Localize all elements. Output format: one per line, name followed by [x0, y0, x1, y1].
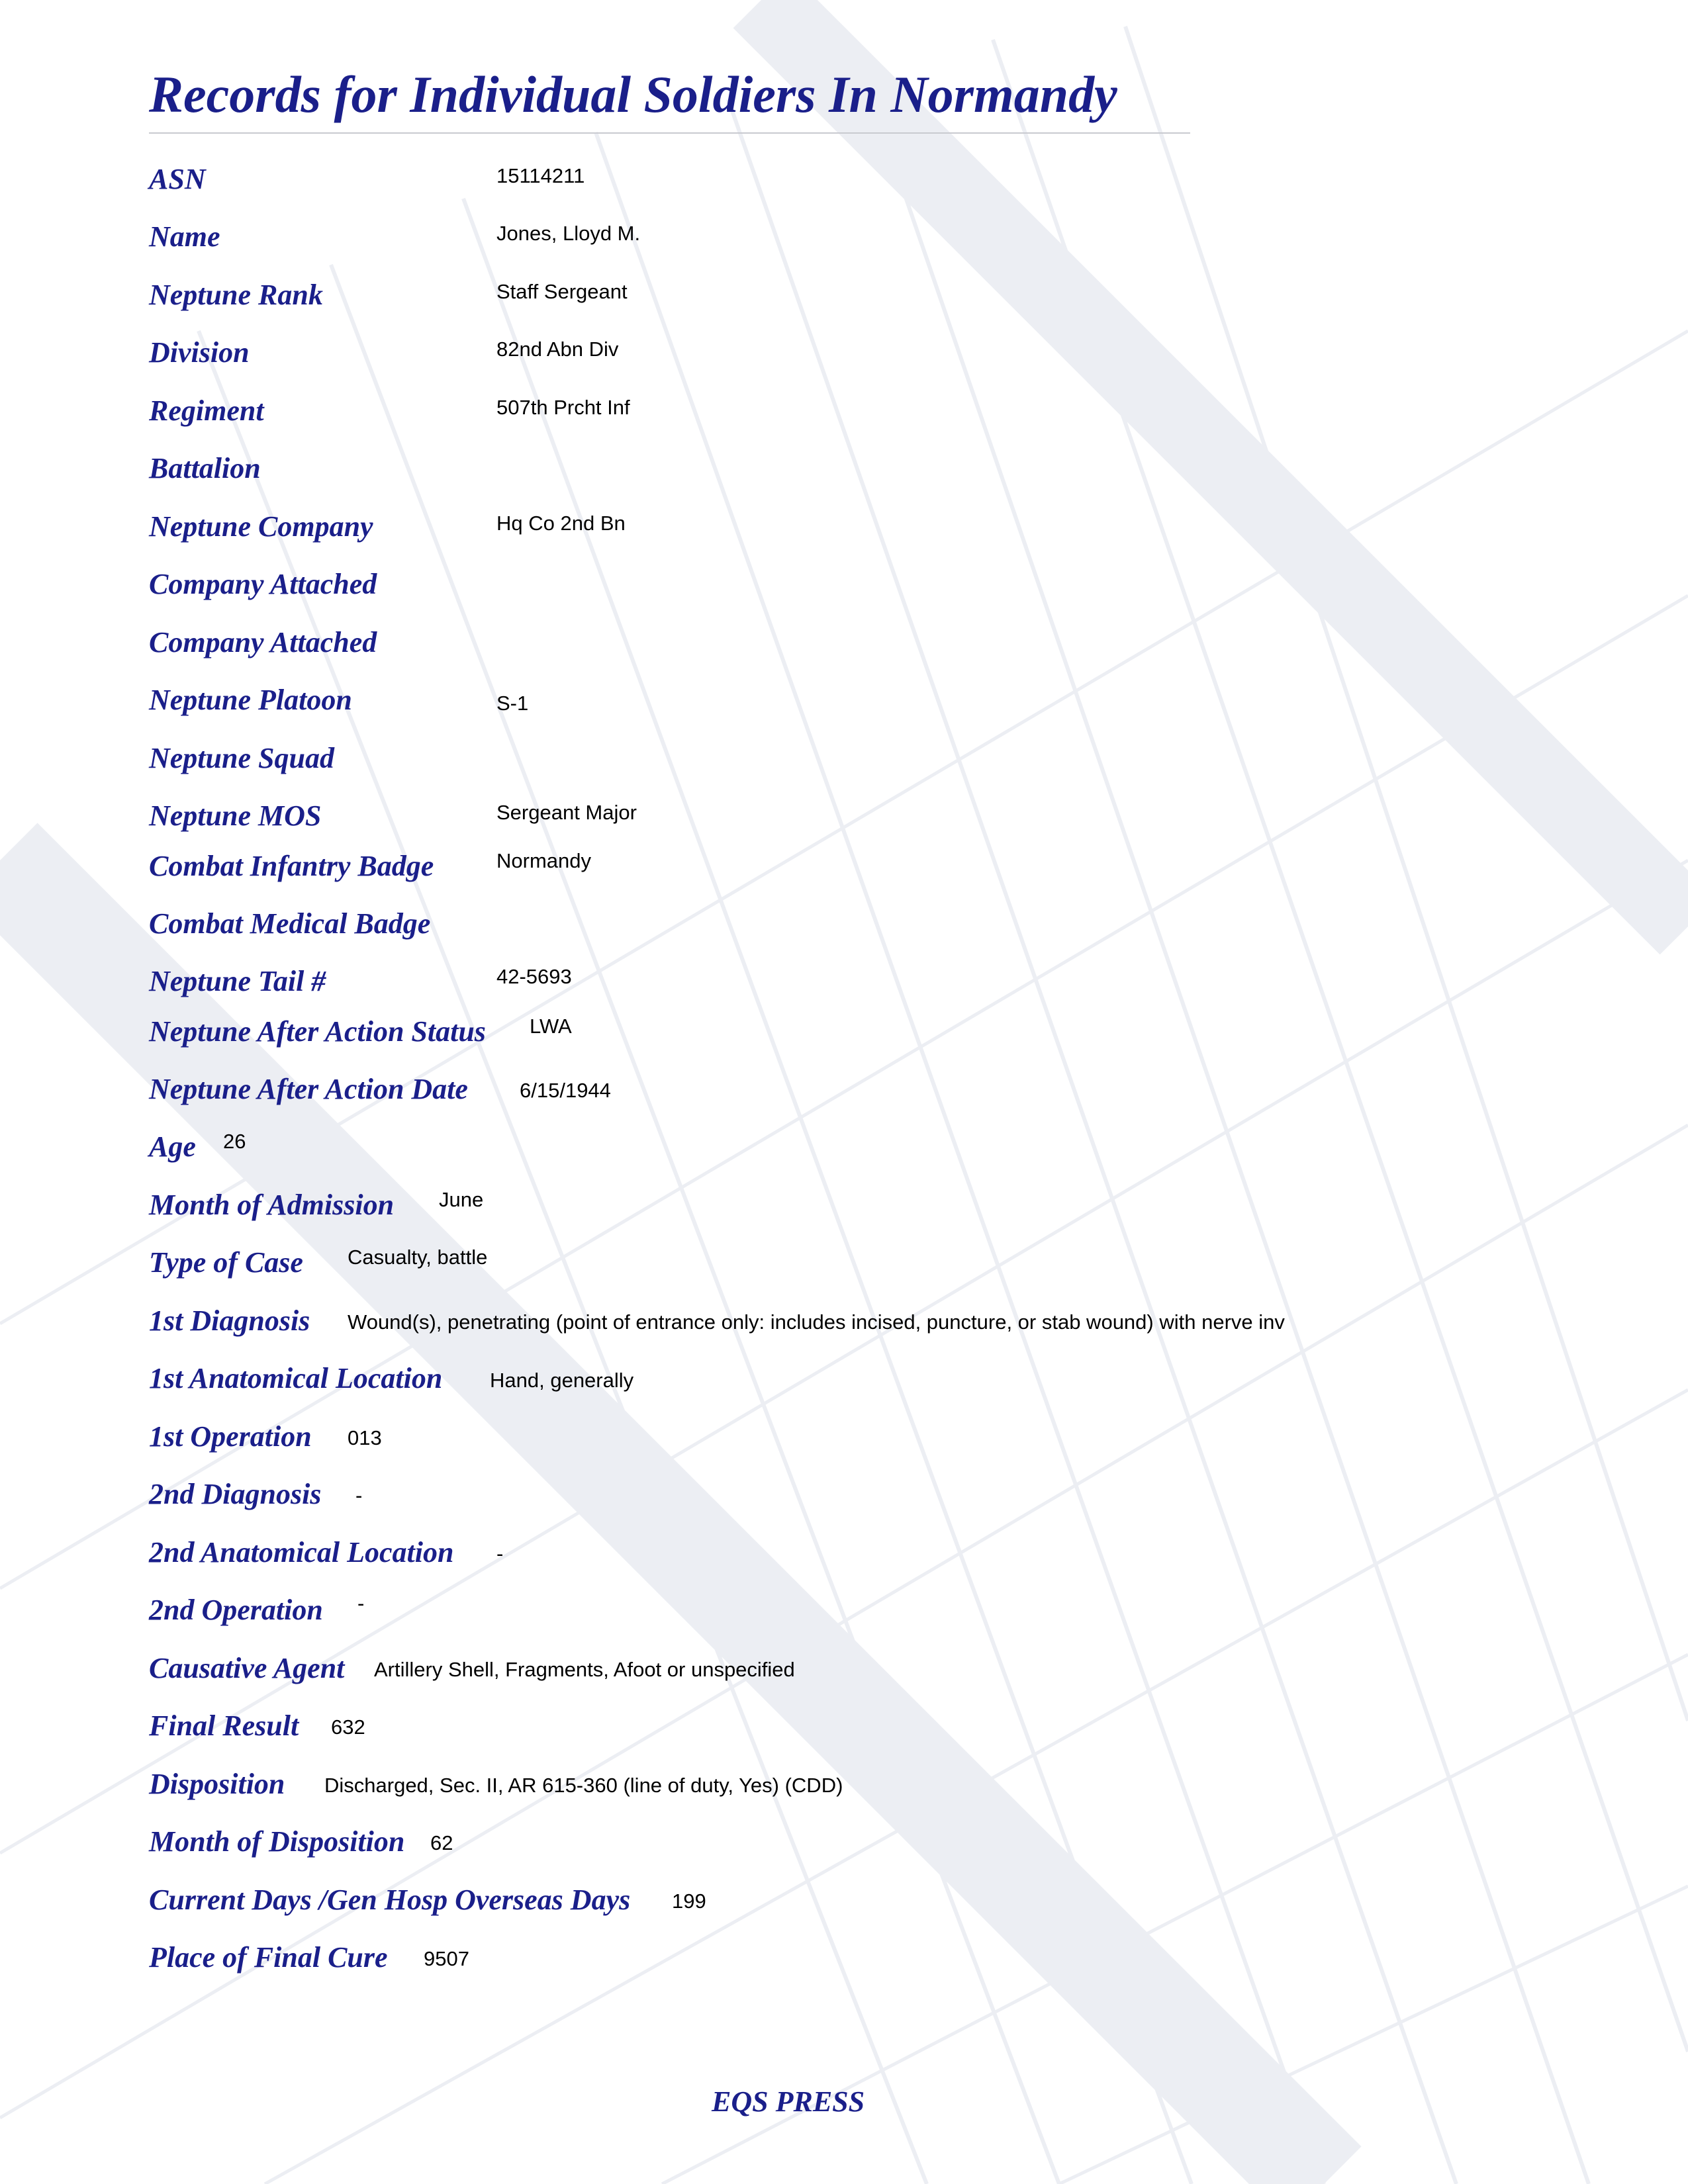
record-label: Neptune Tail #: [149, 965, 326, 997]
record-value: 199: [672, 1889, 706, 1913]
record-label: 1st Anatomical Location: [149, 1362, 443, 1394]
record-value: LWA: [530, 1015, 572, 1038]
record-value: 26: [223, 1130, 246, 1153]
record-label: Place of Final Cure: [149, 1941, 388, 1974]
record-value: Wound(s), penetrating (point of entrance only: includes incised, puncture, or stab wound) with nerve inv: [348, 1310, 1285, 1334]
record-label: Company Attached: [149, 568, 377, 600]
record-label: Age: [149, 1130, 196, 1163]
record-label: Neptune After Action Status: [149, 1015, 486, 1048]
record-label: 2nd Diagnosis: [149, 1478, 322, 1510]
record-label: 1st Diagnosis: [149, 1304, 310, 1337]
record-label: Month of Admission: [149, 1189, 395, 1221]
record-label: Current Days /Gen Hosp Overseas Days: [149, 1884, 631, 1916]
record-label: Month of Disposition: [149, 1825, 405, 1858]
publisher-footer: EQS PRESS: [712, 2085, 865, 2118]
record-value: Discharged, Sec. II, AR 615-360 (line of duty, Yes) (CDD): [324, 1774, 843, 1797]
record-value: Casualty, battle: [348, 1246, 488, 1269]
record-label: Type of Case: [149, 1246, 303, 1279]
record-value: 15114211: [496, 164, 585, 187]
record-label: Neptune Rank: [149, 279, 323, 311]
record-value: 632: [331, 1715, 365, 1739]
record-label: Neptune After Action Date: [149, 1073, 468, 1105]
record-value: 013: [348, 1426, 382, 1449]
record-value: Jones, Lloyd M.: [496, 222, 641, 245]
record-value: Hq Co 2nd Bn: [496, 512, 626, 535]
record-value: -: [355, 1484, 363, 1507]
page-title: Records for Individual Soldiers In Normandy: [149, 66, 1117, 123]
record-label: ASN: [149, 163, 206, 195]
record-label: Regiment: [149, 394, 264, 427]
record-value: 9507: [424, 1947, 469, 1970]
record-value: 507th Prcht Inf: [496, 396, 630, 419]
record-label: 1st Operation: [149, 1420, 312, 1453]
record-value: 82nd Abn Div: [496, 338, 619, 361]
record-value: S-1: [496, 692, 529, 715]
record-value: -: [357, 1592, 365, 1615]
record-value: Sergeant Major: [496, 801, 637, 824]
record-value: 62: [430, 1831, 453, 1854]
record-label: Company Attached: [149, 626, 377, 659]
record-label: Neptune Platoon: [149, 684, 352, 716]
record-label: 2nd Anatomical Location: [149, 1536, 454, 1569]
record-value: June: [439, 1188, 484, 1211]
record-label: Final Result: [149, 1709, 299, 1742]
record-value: Staff Sergeant: [496, 280, 628, 303]
record-label: Causative Agent: [149, 1652, 345, 1684]
record-value: 42-5693: [496, 965, 572, 988]
record-label: Combat Medical Badge: [149, 907, 431, 940]
record-label: Name: [149, 220, 220, 253]
record-label: Division: [149, 336, 250, 369]
record-value: Artillery Shell, Fragments, Afoot or unspecified: [374, 1658, 795, 1681]
record-label: Disposition: [149, 1768, 285, 1800]
record-value: -: [496, 1542, 504, 1565]
title-divider: [149, 132, 1190, 134]
record-label: 2nd Operation: [149, 1594, 323, 1626]
record-label: Neptune Squad: [149, 742, 334, 774]
record-value: Normandy: [496, 849, 591, 872]
record-value: Hand, generally: [490, 1369, 634, 1392]
record-label: Battalion: [149, 452, 261, 484]
record-label: Combat Infantry Badge: [149, 850, 434, 882]
record-label: Neptune MOS: [149, 799, 322, 832]
record-label: Neptune Company: [149, 510, 373, 543]
record-value: 6/15/1944: [520, 1079, 611, 1102]
